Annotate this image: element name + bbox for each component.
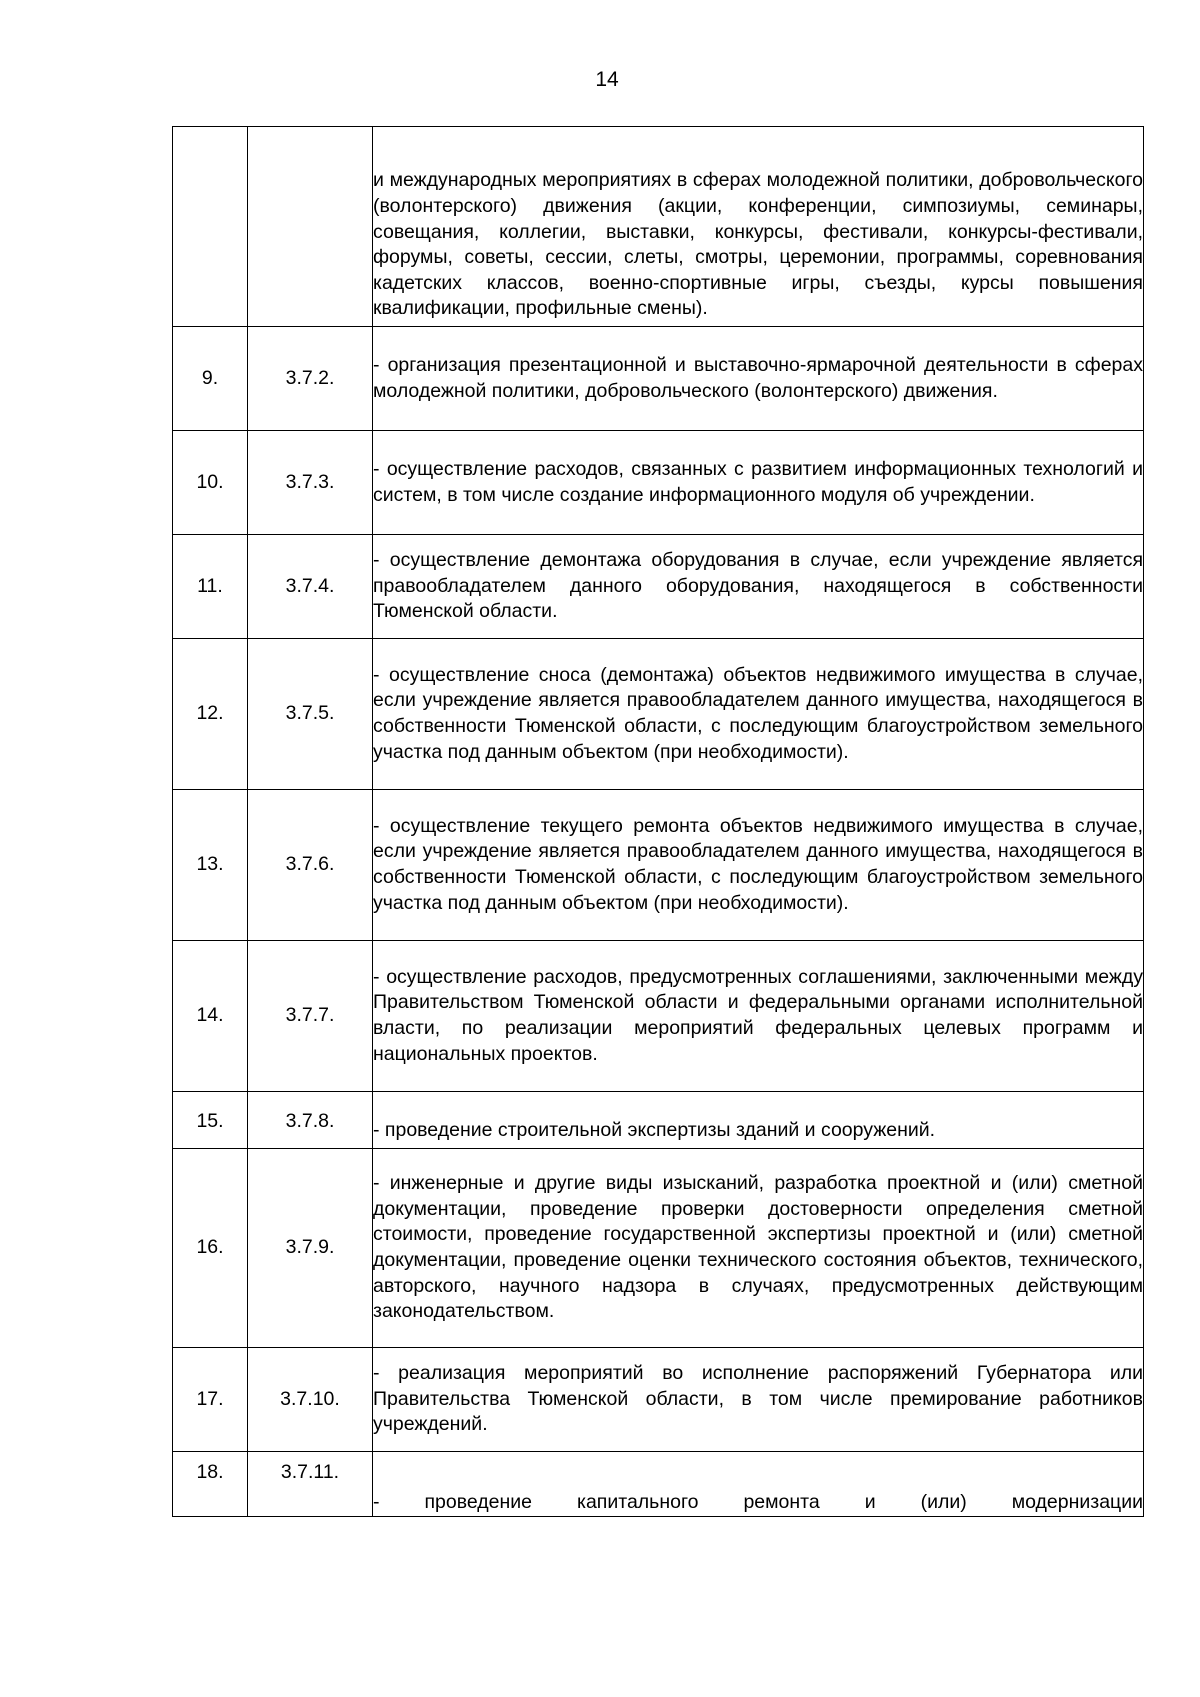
row-text: - реализация мероприятий во исполнение распоряжений Губернатора или Правительства Тюменской области, в том числе премирование работников учреждений. (373, 1362, 1143, 1436)
row-text-cell (373, 1452, 1144, 1517)
table-row (173, 327, 1144, 431)
table-row (173, 639, 1144, 790)
row-number-cell: 16. (173, 1149, 248, 1348)
row-text-cell (373, 1149, 1144, 1348)
table-row (173, 941, 1144, 1092)
row-text: - проведение строительной экспертизы зданий и сооружений. (373, 1119, 936, 1142)
row-text-cell (373, 790, 1144, 941)
row-code-cell: 3.7.4. (248, 535, 373, 639)
row-text: - осуществление текущего ремонта объектов недвижимого имущества в случае, если учреждение является правообладателем данного имущества, находящегося в собственности Тюменской области, с последующим благоустройством земельного участка под данным объектом (при необходимости). (373, 814, 1143, 914)
table-row (173, 790, 1144, 941)
table-row (173, 1348, 1144, 1452)
row-number-cell: 17. (173, 1348, 248, 1452)
row-text: - инженерные и другие виды изысканий, разработка проектной и (или) сметной документации, проведение проверки достоверности определения сметной стоимости, проведение государственной экспертизы проектной и (или) сметной документации, проведение оценки технического состояния объектов, технического, авторского, научного надзора в случаях, предусмотренных действующим законодательством. (373, 1172, 1143, 1323)
row-code-cell: 3.7.11. (248, 1452, 373, 1517)
row-text-cell (373, 327, 1144, 431)
table-row (173, 1149, 1144, 1348)
row-code-cell: 3.7.7. (248, 941, 373, 1092)
table-row (173, 535, 1144, 639)
row-number-cell: 11. (173, 535, 248, 639)
table-row (173, 431, 1144, 535)
row-number-cell: 13. (173, 790, 248, 941)
row-code-cell: 3.7.8. (248, 1092, 373, 1149)
row-code-cell: 3.7.10. (248, 1348, 373, 1452)
row-text: - осуществление расходов, связанных с развитием информационных технологий и систем, в том числе создание информационного модуля об учреждении. (373, 457, 1143, 506)
row-text: - осуществление расходов, предусмотренных соглашениями, заключенными между Правительством Тюменской области и федеральными органами исполнительной власти, по реализации мероприятий федеральных целевых программ и национальных проектов. (373, 965, 1143, 1065)
row-text-cell (373, 1348, 1144, 1452)
row-number-cell: 9. (173, 327, 248, 431)
row-number-cell: 14. (173, 941, 248, 1092)
row-code-cell: 3.7.3. (248, 431, 373, 535)
row-text-cell (373, 941, 1144, 1092)
row-number-cell: 18. (173, 1452, 248, 1517)
row-number-cell: 12. (173, 639, 248, 790)
row-text-cell (373, 535, 1144, 639)
row-code-cell: 3.7.9. (248, 1149, 373, 1348)
row-number-cell: 15. (173, 1092, 248, 1149)
row-number-cell: 10. (173, 431, 248, 535)
table-row (173, 1452, 1144, 1517)
row-text-cell (373, 127, 1144, 327)
row-text: - осуществление демонтажа оборудования в случае, если учреждение является правообладателем данного оборудования, находящегося в собственности Тюменской области. (373, 549, 1143, 623)
row-text: - проведение капитального ремонта и (или) модернизации (373, 1491, 1143, 1513)
row-number-cell (173, 127, 248, 327)
table-row (173, 127, 1144, 327)
row-text: - организация презентационной и выставочно-ярмарочной деятельности в сферах молодежной политики, добровольческого (волонтерского) движения. (373, 353, 1143, 402)
table-row (173, 1092, 1144, 1149)
row-text: и международных мероприятиях в сферах молодежной политики, добровольческого (волонтерского) движения (акции, конференции, симпозиумы, семинары, совещания, коллегии, выставки, конкурсы, фестивали, конкурсы-фестивали, форумы, советы, сессии, слеты, смотры, церемонии, программы, соревнования кадетских классов, военно-спортивные игры, съезды, курсы повышения квалификации, профильные смены). (373, 169, 1143, 320)
row-text-cell (373, 639, 1144, 790)
page-number: 14 (595, 68, 619, 91)
row-text-cell (373, 1092, 1144, 1149)
items-table (172, 126, 1144, 1517)
row-code-cell: 3.7.5. (248, 639, 373, 790)
row-code-cell: 3.7.6. (248, 790, 373, 941)
row-text: - осуществление сноса (демонтажа) объектов недвижимого имущества в случае, если учреждение является правообладателем данного имущества, находящегося в собственности Тюменской области, с последующим благоустройством земельного участка под данным объектом (при необходимости). (373, 663, 1143, 763)
row-code-cell: 3.7.2. (248, 327, 373, 431)
row-code-cell (248, 127, 373, 327)
row-text-cell (373, 431, 1144, 535)
